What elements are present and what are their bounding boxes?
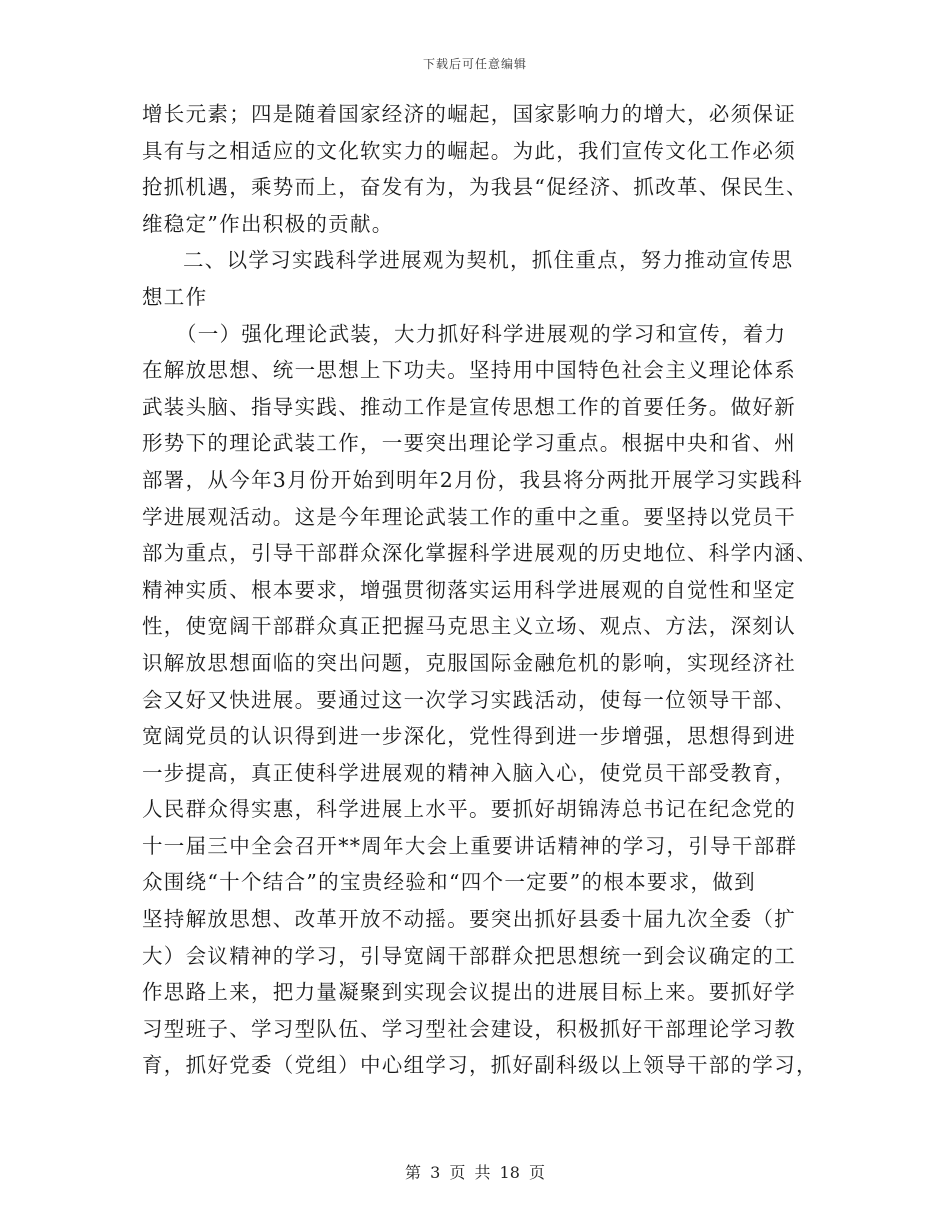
text-line: 一步提高，真正使科学进展观的精神入脑入心，使党员干部受教育， (142, 760, 796, 785)
text-line: 部署，从今年3月份开始到明年2月份，我县将分两批开展学习实践科 (142, 467, 803, 492)
text-line: 在解放思想、统一思想上下功夫。坚持用中国特色社会主义理论体系 (142, 358, 796, 383)
text-line: 部为重点，引导干部群众深化掌握科学进展观的历史地位、科学内涵、 (142, 541, 818, 566)
text-line: 宽阔党员的认识得到进一步深化，党性得到进一步增强，思想得到进 (142, 724, 796, 749)
subsection-paragraph-start: （一）强化理论武装，大力抓好科学进展观的学习和宣传，着力 (176, 321, 787, 346)
text-line: 众围绕“十个结合”的宝贵经验和“四个一定要”的根本要求，做到 (142, 870, 756, 895)
text-line: 习型班子、学习型队伍、学习型社会建设，积极抓好干部理论学习教 (142, 1016, 796, 1041)
text-line: 人民群众得实惠，科学进展上水平。要抓好胡锦涛总书记在纪念党的 (142, 797, 796, 822)
page-header: 下载后可任意编辑 (422, 57, 527, 71)
text-line: 识解放思想面临的突出问题，克服国际金融危机的影响，实现经济社 (142, 650, 796, 675)
text-line: 坚持解放思想、改革开放不动摇。要突出抓好县委十届九次全委（扩 (142, 907, 796, 932)
text-line: 育，抓好党委（党组）中心组学习，抓好副科级以上领导干部的学习， (142, 1053, 818, 1078)
text-line: 增长元素；四是随着国家经济的崛起，国家影响力的增大，必须保证 (142, 102, 796, 126)
text-line: 维稳定”作出积极的贡献。 (142, 211, 394, 236)
text-line: 大）会议精神的学习，引导宽阔干部群众把思想统一到会议确定的工 (142, 943, 796, 968)
text-line: 具有与之相适应的文化软实力的崛起。为此，我们宣传文化工作必须 (142, 138, 796, 163)
text-line: 精神实质、根本要求，增强贯彻落实运用科学进展观的自觉性和坚定 (142, 577, 796, 602)
text-line: 抢抓机遇，乘势而上，奋发有为，为我县“促经济、抓改革、保民生、 (142, 175, 808, 200)
text-line: 学进展观活动。这是今年理论武装工作的重中之重。要坚持以党员干 (142, 504, 796, 529)
section-heading: 二、以学习实践科学进展观为契机，抓住重点，努力推动宣传思 (183, 248, 794, 273)
page-number: 第 3 页 共 18 页 (405, 1163, 545, 1182)
text-line: 形势下的理论武装工作，一要突出理论学习重点。根据中央和省、州 (142, 431, 796, 456)
text-line: 武装头脑、指导实践、推动工作是宣传思想工作的首要任务。做好新 (142, 394, 796, 419)
section-heading-continued: 想工作 (142, 284, 208, 309)
document-body (142, 96, 818, 1084)
text-line: 作思路上来，把力量凝聚到实现会议提出的进展目标上来。要抓好学 (142, 980, 796, 1005)
text-line: 十一届三中全会召开**周年大会上重要讲话精神的学习，引导干部群 (142, 833, 798, 858)
text-line: 性，使宽阔干部群众真正把握马克思主义立场、观点、方法，深刻认 (142, 614, 796, 639)
text-line: 会又好又快进展。要通过这一次学习实践活动，使每一位领导干部、 (142, 687, 796, 712)
